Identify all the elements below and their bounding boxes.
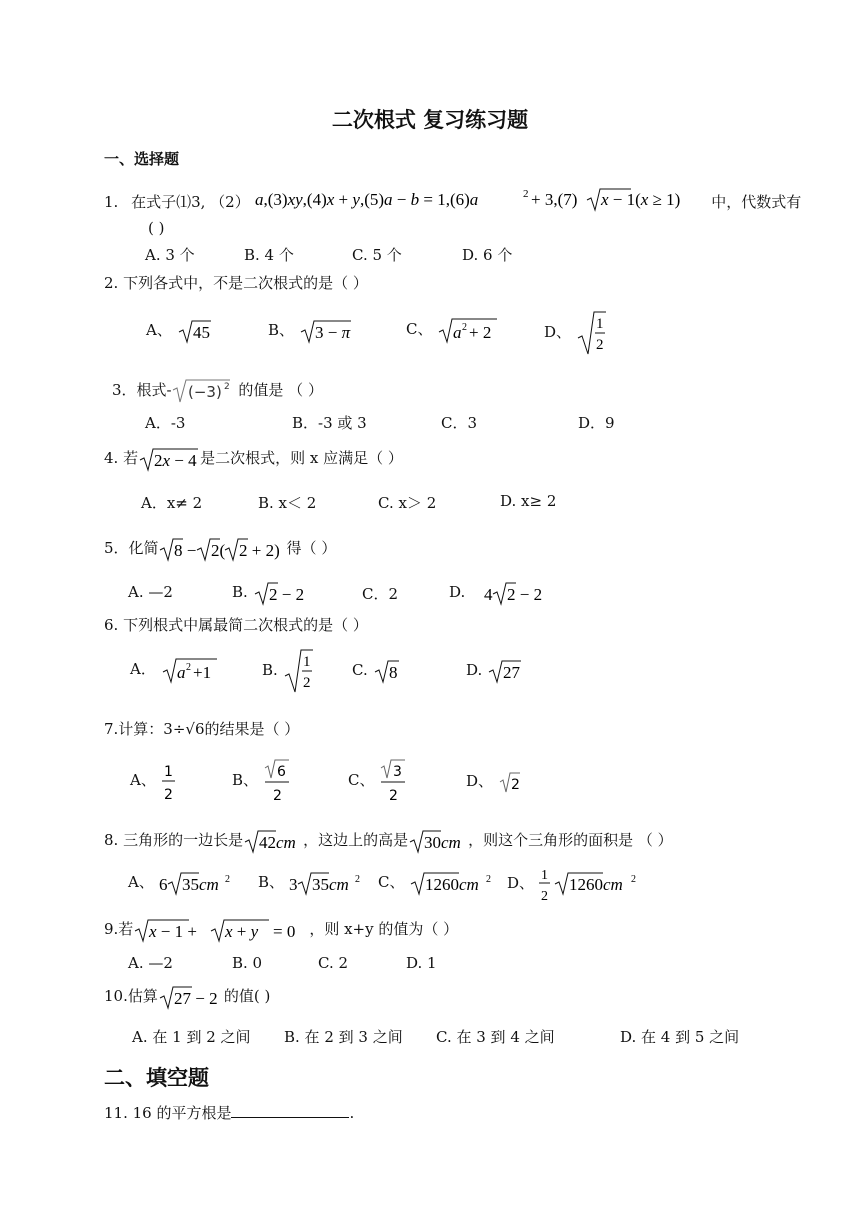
question-3-stem: 3．根式- <box>112 381 172 399</box>
question-5-stem: 5．化简 <box>104 539 159 557</box>
q10-option-d: D. 在 4 到 5 之间 <box>620 1028 740 1046</box>
question-3-stem-end: 的值是 （ ） <box>238 381 323 399</box>
q8-option-a-expr <box>159 870 239 896</box>
question-4-stem-end: 是二次根式，则 x 应满足（ ） <box>200 449 403 467</box>
question-8 <box>104 828 673 854</box>
question-6: 6. 下列根式中属最简二次根式的是（ ） <box>104 616 368 634</box>
question-11 <box>104 1102 354 1123</box>
question-8-expr-height <box>408 828 468 854</box>
q7-option-d <box>466 770 522 794</box>
svg-text:2: 2 <box>389 788 399 804</box>
question-10-stem-end: 的值( ) <box>223 987 271 1005</box>
page-title: 二次根式 复习练习题 <box>331 107 529 132</box>
svg-text:a: a <box>453 323 462 342</box>
svg-text:30cm: 30cm <box>424 833 461 852</box>
question-1-stem-end: 中，代数式有 <box>711 193 802 211</box>
svg-text:2 − 2: 2 − 2 <box>507 585 543 604</box>
q2-option-b-label: B、 <box>268 321 295 339</box>
q5-option-a: A. —2 <box>128 583 173 601</box>
svg-text:+ 3,(7): + 3,(7) <box>530 190 577 209</box>
svg-text:x − 1 +: x − 1 + <box>149 922 198 941</box>
q6-option-a <box>130 656 217 684</box>
q8-option-d-label: D、 <box>507 874 535 892</box>
q10-option-a: A. 在 1 到 2 之间 <box>132 1028 251 1046</box>
q5-option-c: C．2 <box>362 585 399 603</box>
q7-option-c <box>348 758 409 804</box>
q2-option-c-expr <box>437 316 497 344</box>
question-9-expr <box>133 917 309 943</box>
q8-option-c-expr <box>409 870 495 896</box>
svg-text:2 + 2): 2 + 2) <box>238 541 280 560</box>
q7-option-d-expr <box>498 770 522 794</box>
q4-option-b: B. x＜ 2 <box>258 494 317 512</box>
q6-option-d <box>466 658 523 684</box>
q6-option-d-label: D. <box>466 661 483 679</box>
q2-option-c-label: C、 <box>406 320 433 338</box>
q3-option-a: A．-3 <box>145 414 186 432</box>
q7-option-a <box>130 758 179 804</box>
question-1-paren: ( ) <box>148 219 165 237</box>
q5-option-d <box>449 580 552 606</box>
q6-option-a-expr <box>161 656 217 684</box>
section-heading-choice: 一、选择题 <box>104 150 180 168</box>
svg-text:2: 2 <box>302 675 311 691</box>
svg-text:1260cm: 1260cm <box>568 875 623 894</box>
question-11-stem: 11. 16 的平方根是 <box>104 1104 232 1122</box>
svg-text:2: 2 <box>630 874 636 885</box>
question-8-stem: 8. 三角形的一边长是 <box>104 831 244 849</box>
svg-text:8: 8 <box>388 663 397 682</box>
svg-text:1: 1 <box>163 764 173 780</box>
q6-option-a-label: A． <box>130 660 156 678</box>
question-1-math <box>255 186 707 214</box>
svg-text:1260cm: 1260cm <box>425 875 480 894</box>
q2-option-b <box>268 318 351 344</box>
answer-blank[interactable] <box>231 1103 349 1118</box>
q6-option-b <box>262 648 313 694</box>
q2-option-a-label: A、 <box>146 321 172 339</box>
svg-text:2: 2 <box>185 662 191 673</box>
q6-option-c-expr <box>373 658 401 684</box>
svg-text:35cm: 35cm <box>311 875 349 894</box>
question-3 <box>112 378 323 404</box>
question-8-stem-mid: ，这边上的高是 <box>303 831 409 849</box>
svg-text:3: 3 <box>288 875 298 894</box>
question-1-num: 1. <box>104 193 119 211</box>
svg-text:35cm: 35cm <box>181 875 219 894</box>
q8-option-a-label: A、 <box>128 873 154 891</box>
svg-text:2 − 2: 2 − 2 <box>268 585 304 604</box>
q5-option-b <box>232 580 309 606</box>
question-4-expr <box>138 446 200 472</box>
svg-text:42cm: 42cm <box>259 833 296 852</box>
svg-text:(−3): (−3) <box>187 383 222 401</box>
q8-option-d <box>507 862 641 906</box>
q1-option-d: D. 6 个 <box>462 246 513 264</box>
svg-text:+1: +1 <box>192 663 211 682</box>
svg-text:2: 2 <box>486 874 492 885</box>
q2-option-c <box>406 316 497 344</box>
svg-text:x + y: x + y <box>225 922 259 941</box>
q3-option-b: B．-3 或 3 <box>292 414 367 432</box>
question-3-expr <box>172 378 234 404</box>
svg-text:2: 2 <box>163 787 173 803</box>
q1-option-a: A. 3 个 <box>145 246 195 264</box>
question-4 <box>104 446 403 472</box>
q7-option-d-label: D、 <box>466 772 494 790</box>
q2-option-b-expr <box>299 318 351 344</box>
svg-text:1: 1 <box>595 316 604 332</box>
q9-option-c: C. 2 <box>318 954 349 972</box>
question-1 <box>104 186 801 214</box>
svg-text:2(: 2( <box>210 541 225 560</box>
svg-text:a: a <box>176 663 186 682</box>
q5-option-d-label: D. <box>449 583 466 601</box>
svg-text:2: 2 <box>540 889 548 904</box>
q4-option-c: C. x＞ 2 <box>378 494 437 512</box>
q8-option-b-expr <box>289 870 369 896</box>
question-7: 7.计算：3÷√6的结果是（ ） <box>104 720 300 738</box>
q7-option-b <box>232 758 293 804</box>
question-5-stem-end: 得（ ） <box>286 539 337 557</box>
q7-option-a-label: A、 <box>130 771 156 789</box>
q9-option-b: B. 0 <box>232 954 263 972</box>
question-11-stem-end: . <box>349 1104 355 1122</box>
q1-option-c: C. 5 个 <box>352 246 402 264</box>
svg-text:2: 2 <box>224 874 230 885</box>
svg-text:2: 2 <box>354 874 360 885</box>
q5-option-b-label: B. <box>232 583 248 601</box>
q4-option-a: A．x≠ 2 <box>141 494 203 512</box>
question-1-stem: 在式子⑴3, （2） <box>131 193 250 211</box>
question-10 <box>104 984 270 1010</box>
q8-option-a <box>128 870 239 896</box>
svg-text:x − 1(x ≥ 1): x − 1(x ≥ 1) <box>600 190 680 209</box>
question-4-stem: 4. 若 <box>104 449 139 467</box>
q5-option-d-expr <box>484 580 552 606</box>
q3-option-d: D．9 <box>578 414 615 432</box>
q7-option-a-expr <box>161 758 179 804</box>
q7-option-b-label: B、 <box>232 771 259 789</box>
q10-option-c: C. 在 3 到 4 之间 <box>436 1028 555 1046</box>
question-9 <box>104 917 458 943</box>
svg-text:1: 1 <box>540 868 548 883</box>
q4-option-d: D. x≥ 2 <box>500 492 557 510</box>
svg-text:2: 2 <box>272 788 282 804</box>
question-10-stem: 10.估算 <box>104 987 158 1005</box>
question-9-stem: 9.若 <box>104 920 134 938</box>
q6-option-d-expr <box>487 658 523 684</box>
svg-text:2x − 4: 2x − 4 <box>154 451 197 470</box>
q2-option-a <box>146 318 211 344</box>
svg-text:= 0: = 0 <box>273 922 296 941</box>
q10-option-b: B. 在 2 到 3 之间 <box>284 1028 403 1046</box>
svg-text:3: 3 <box>393 764 403 780</box>
svg-text:27: 27 <box>503 663 521 682</box>
q2-option-d-label: D、 <box>544 323 572 341</box>
svg-text:a,(3)xy,(4)x + y,(5)a − b = 1,: a,(3)xy,(4)x + y,(5)a − b = 1,(6)a <box>254 190 478 209</box>
question-10-expr <box>158 984 224 1010</box>
q5-option-b-expr <box>253 580 309 606</box>
svg-text:2: 2 <box>522 188 528 200</box>
q8-option-c <box>378 870 495 896</box>
q6-option-c-label: C. <box>352 661 368 679</box>
q8-option-b-label: B、 <box>258 873 285 891</box>
svg-text:4: 4 <box>484 585 493 604</box>
q2-option-d <box>544 310 606 356</box>
section-heading-fill: 二、填空题 <box>104 1065 209 1090</box>
question-8-expr-side <box>243 828 303 854</box>
svg-text:6: 6 <box>276 764 286 780</box>
q7-option-b-expr <box>263 758 293 804</box>
q6-option-b-expr <box>283 648 313 694</box>
svg-text:45: 45 <box>192 323 210 342</box>
svg-text:27 − 2: 27 − 2 <box>173 989 218 1008</box>
question-2: 2. 下列各式中，不是二次根式的是（ ） <box>104 274 368 292</box>
q9-option-a: A. —2 <box>128 954 173 972</box>
question-8-stem-end: ，则这个三角形的面积是 （ ） <box>468 831 673 849</box>
q1-option-b: B. 4 个 <box>244 246 294 264</box>
question-5 <box>104 536 336 562</box>
q2-option-d-expr <box>576 310 606 356</box>
q8-option-d-expr <box>539 862 641 906</box>
q6-option-c <box>352 658 401 684</box>
q8-option-c-label: C、 <box>378 873 405 891</box>
svg-text:2: 2 <box>223 382 230 392</box>
svg-text:3 − π: 3 − π <box>314 323 350 342</box>
svg-text:+ 2: + 2 <box>469 323 492 342</box>
question-9-stem-end: ，则 x+y 的值为（ ） <box>309 920 459 938</box>
q6-option-b-label: B. <box>262 661 278 679</box>
q9-option-d: D. 1 <box>406 954 437 972</box>
q8-option-b <box>258 870 369 896</box>
q3-option-c: C．3 <box>441 414 478 432</box>
svg-text:2: 2 <box>510 777 520 793</box>
svg-text:2: 2 <box>595 337 604 353</box>
q2-option-a-expr <box>177 318 211 344</box>
svg-text:1: 1 <box>302 654 311 670</box>
q7-option-c-expr <box>379 758 409 804</box>
svg-text:6: 6 <box>158 875 168 894</box>
svg-text:2: 2 <box>462 322 468 333</box>
question-5-expr <box>159 536 287 562</box>
q7-option-c-label: C、 <box>348 771 375 789</box>
svg-text:8 −: 8 − <box>173 541 196 560</box>
